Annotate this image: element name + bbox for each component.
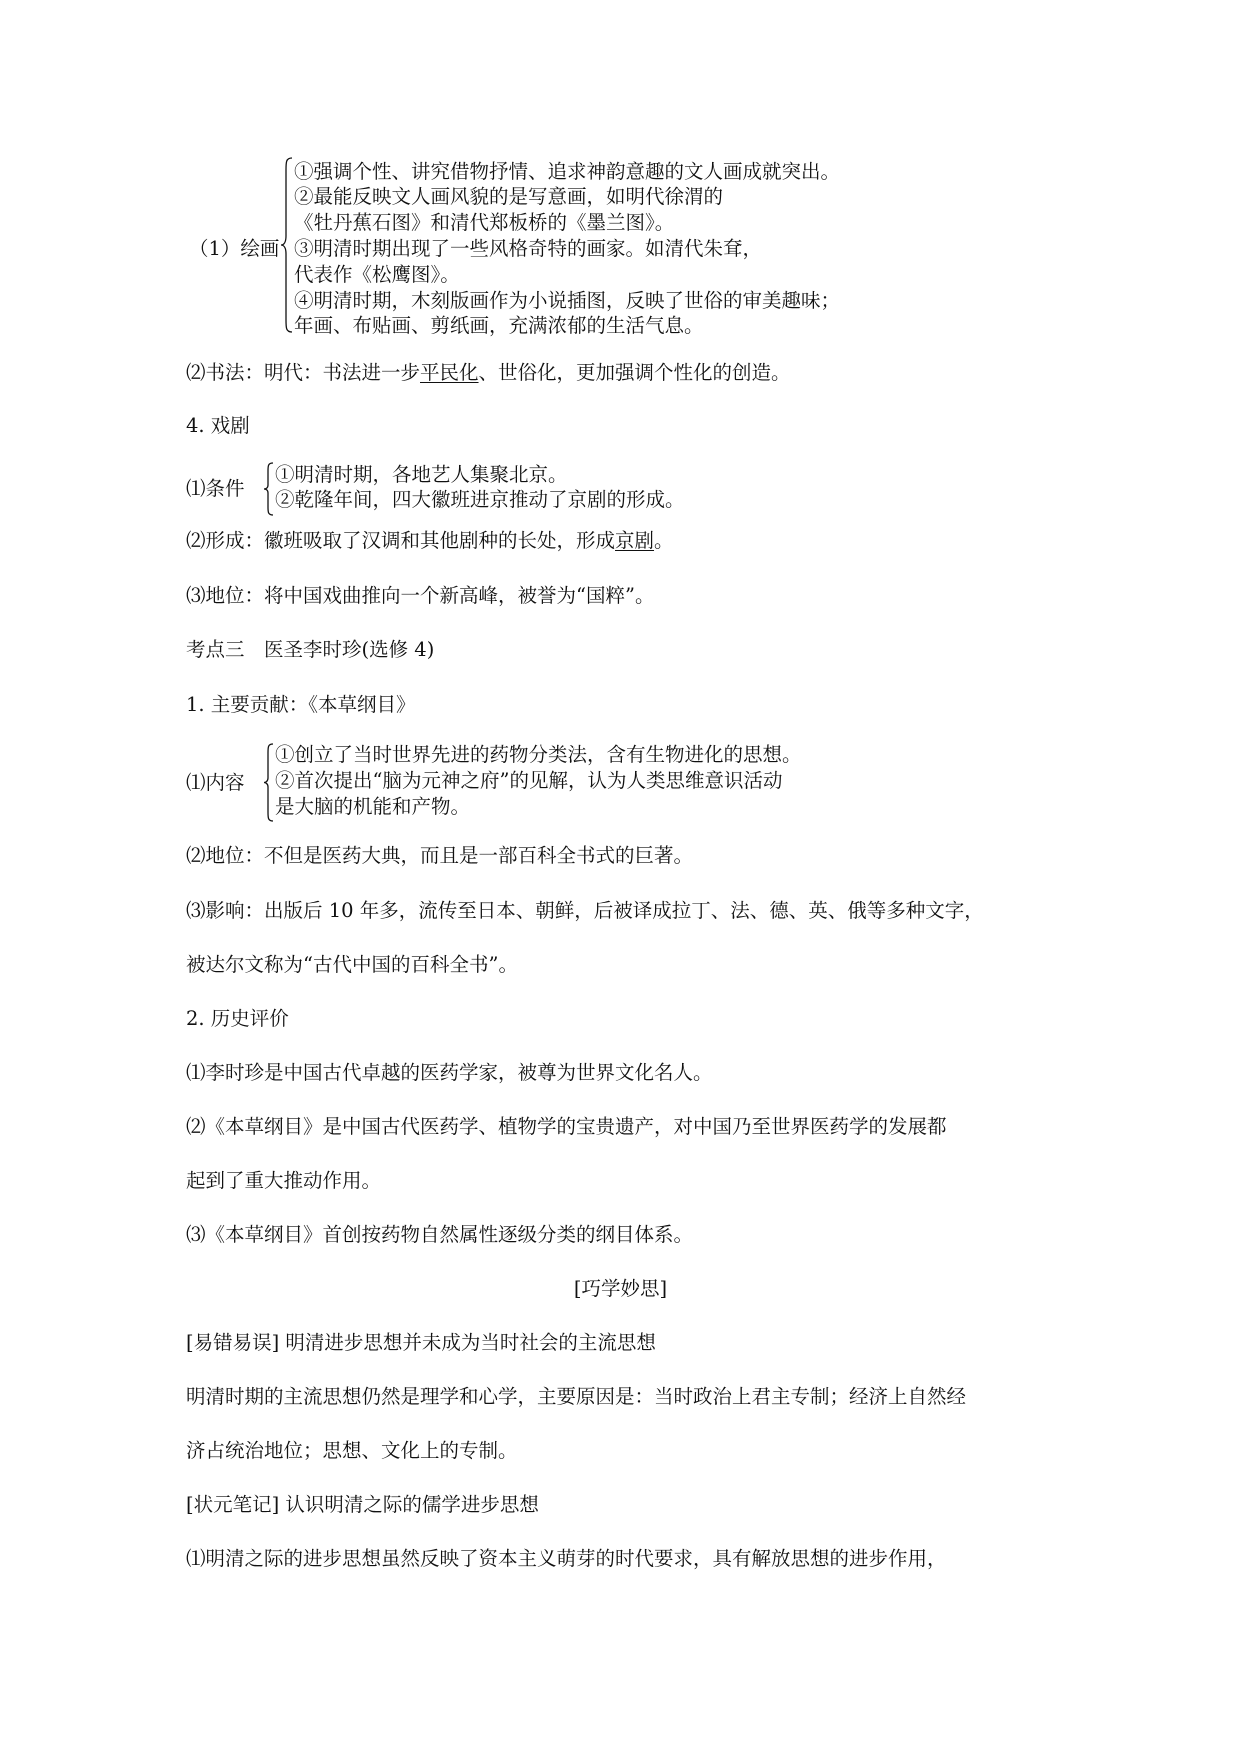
calligraphy-underlined: 平民化 — [420, 361, 479, 384]
influence-line-2: 被达尔文称为“古代中国的百科全书”。 — [186, 953, 518, 976]
painting-label: （1）绘画 — [189, 237, 280, 260]
painting-line-7: 年画、布贴画、剪纸画，充满浓郁的生活气息。 — [294, 314, 704, 337]
mistake-heading: [易错易误] 明清进步思想并未成为当时社会的主流思想 — [186, 1331, 656, 1354]
content-line-2: ②首次提出“脑为元神之府”的见解，认为人类思维意识活动 — [275, 769, 783, 792]
painting-line-4: ③明清时期出现了一些风格奇特的画家。如清代朱耷， — [294, 237, 763, 260]
drama-heading: 4. 戏剧 — [186, 414, 250, 437]
calligraphy-prefix: ⑵书法：明代：书法进一步 — [186, 361, 421, 384]
calligraphy-suffix: 、世俗化，更加强调个性化的创造。 — [478, 361, 791, 384]
drama-brace — [263, 461, 275, 517]
painting-line-3: 《牡丹蕉石图》和清代郑板桥的《墨兰图》。 — [294, 211, 675, 234]
evaluation-3: ⑶《本草纲目》首创按药物自然属性逐级分类的纲目体系。 — [186, 1223, 694, 1246]
influence-line-1: ⑶影响：出版后 10 年多，流传至日本、朝鲜，后被译成拉丁、法、德、英、俄等多种文字， — [186, 899, 984, 922]
topic3-heading: 考点三 医圣李时珍(选修 4) — [186, 638, 435, 661]
drama-condition-1: ①明清时期，各地艺人集聚北京。 — [275, 463, 568, 486]
notes-heading: [状元笔记] 认识明清之际的儒学进步思想 — [186, 1493, 539, 1516]
evaluation-1: ⑴李时珍是中国古代卓越的医药学家，被尊为世界文化名人。 — [186, 1061, 713, 1084]
painting-line-1: ①强调个性、讲究借物抒情、追求神韵意趣的文人画成就突出。 — [294, 160, 841, 183]
contribution-heading: 1. 主要贡献：《本草纲目》 — [186, 693, 416, 716]
content-label: ⑴内容 — [186, 771, 245, 794]
drama-conditions-label: ⑴条件 — [186, 477, 245, 500]
content-line-1: ①创立了当时世界先进的药物分类法，含有生物进化的思想。 — [275, 743, 802, 766]
content-line-3: 是大脑的机能和产物。 — [275, 795, 471, 818]
mistake-line-2: 济占统治地位；思想、文化上的专制。 — [186, 1439, 518, 1462]
evaluation-2-line-1: ⑵《本草纲目》是中国古代医药学、植物学的宝贵遗产，对中国乃至世界医药学的发展都 — [186, 1115, 947, 1138]
notes-line-1: ⑴明清之际的进步思想虽然反映了资本主义萌芽的时代要求，具有解放思想的进步作用， — [186, 1547, 947, 1570]
painting-brace — [280, 156, 294, 334]
painting-line-5: 代表作《松鹰图》。 — [294, 263, 460, 286]
painting-line-2: ②最能反映文人画风貌的是写意画，如明代徐渭的 — [294, 185, 724, 208]
painting-line-6: ④明清时期，木刻版画作为小说插图，反映了世俗的审美趣味； — [294, 289, 841, 312]
topic3-status: ⑵地位：不但是医药大典，而且是一部百科全书式的巨著。 — [186, 844, 694, 867]
drama-formation — [186, 528, 674, 554]
drama-condition-2: ②乾隆年间，四大徽班进京推动了京剧的形成。 — [275, 488, 685, 511]
evaluation-2-line-2: 起到了重大推动作用。 — [186, 1169, 382, 1192]
drama-status: ⑶地位：将中国戏曲推向一个新高峰，被誉为“国粹”。 — [186, 584, 655, 607]
mistake-line-1: 明清时期的主流思想仍然是理学和心学，主要原因是：当时政治上君主专制；经济上自然经 — [186, 1385, 967, 1408]
drama-formation-underlined: 京剧 — [615, 529, 655, 552]
drama-formation-suffix: 。 — [654, 529, 674, 552]
evaluation-heading: 2. 历史评价 — [186, 1007, 289, 1030]
calligraphy-line — [186, 360, 791, 386]
tips-title: [巧学妙思] — [573, 1277, 668, 1300]
drama-formation-prefix: ⑵形成：徽班吸取了汉调和其他剧种的长处，形成 — [186, 529, 616, 552]
content-brace — [263, 742, 275, 823]
